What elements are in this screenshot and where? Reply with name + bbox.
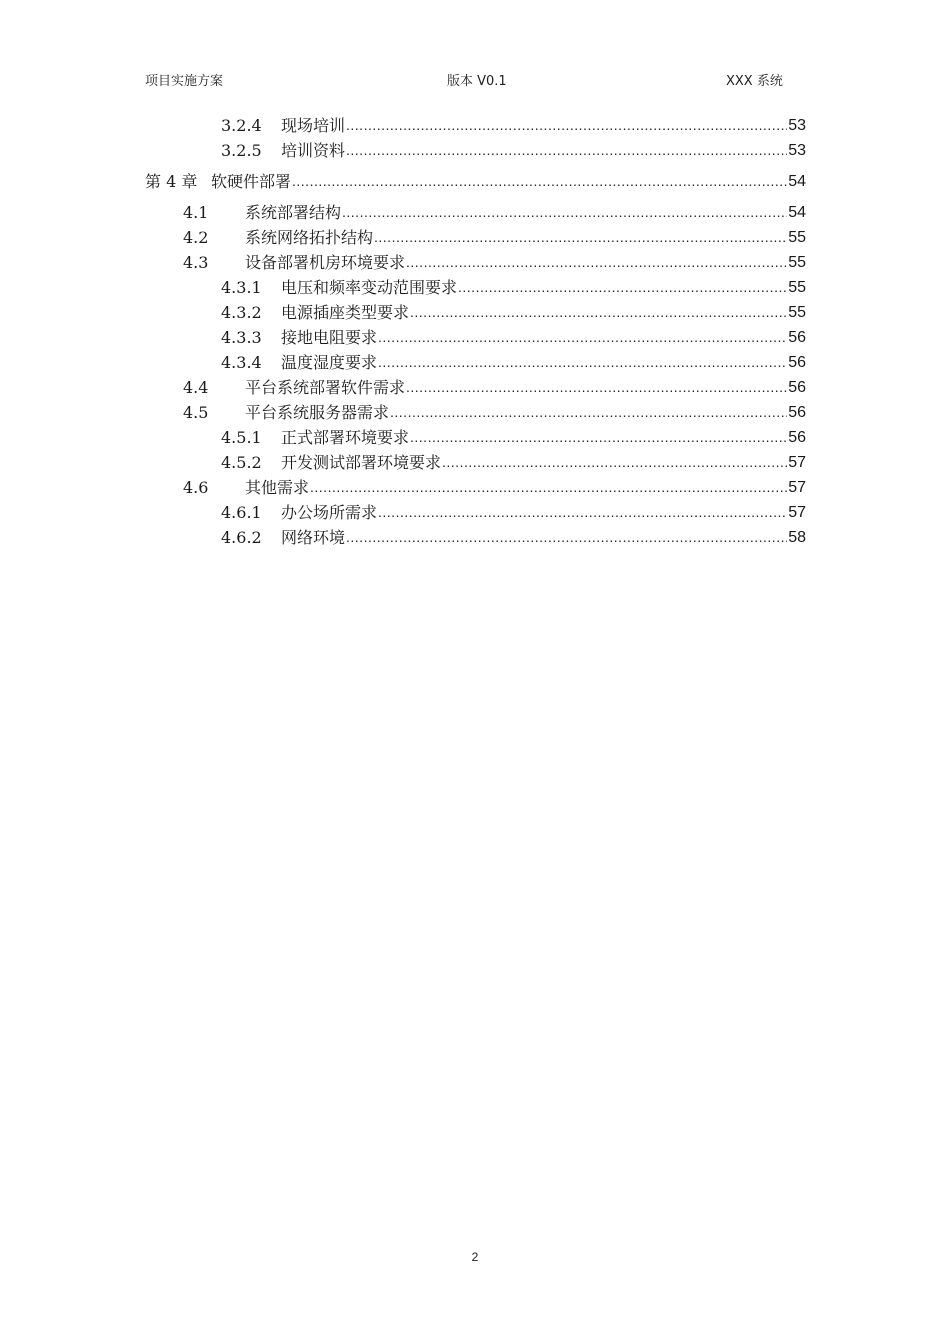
- toc-entry-number: 3.2.4: [221, 116, 262, 135]
- toc-entry-title: 电压和频率变动范围要求: [281, 278, 458, 297]
- toc-entry[interactable]: [145, 170, 806, 194]
- toc-entry[interactable]: [221, 139, 806, 163]
- toc-dot-leader: [390, 400, 787, 424]
- toc-entry-number: 4.3.4: [221, 353, 262, 372]
- toc-entry[interactable]: [221, 526, 806, 550]
- toc-entry-number: 4.6.1: [221, 503, 262, 522]
- toc-entry-page: 56: [788, 404, 806, 421]
- toc-entry-number: 4.5.2: [221, 453, 262, 472]
- toc-entry-number: 3.2.5: [221, 141, 262, 160]
- toc-entry-number: 4.3.3: [221, 328, 262, 347]
- toc-entry-page: 55: [788, 229, 806, 246]
- toc-dot-leader: [310, 475, 787, 499]
- toc-entry-title: 接地电阻要求: [281, 328, 378, 347]
- toc-dot-leader: [406, 250, 787, 274]
- toc-dot-leader: [378, 325, 787, 349]
- toc-entry-page: 56: [788, 429, 806, 446]
- toc-entry[interactable]: [221, 501, 806, 525]
- toc-dot-leader: [346, 525, 787, 549]
- toc-entry-title: 办公场所需求: [281, 503, 378, 522]
- toc-entry-number: 4.3.2: [221, 303, 262, 322]
- toc-entry-page: 54: [788, 173, 806, 190]
- header-system-name: XXX 系统: [726, 74, 783, 89]
- toc-entry-page: 56: [788, 329, 806, 346]
- header-document-title: 项目实施方案: [145, 74, 224, 89]
- toc-entry-page: 53: [788, 117, 806, 134]
- toc-entry[interactable]: [183, 201, 806, 225]
- toc-entry-page: 55: [788, 254, 806, 271]
- toc-entry[interactable]: [183, 376, 806, 400]
- toc-entry[interactable]: [183, 401, 806, 425]
- toc-entry-title: 正式部署环境要求: [281, 428, 410, 447]
- toc-entry-page: 56: [788, 354, 806, 371]
- toc-entry[interactable]: [221, 276, 806, 300]
- page-footer: [0, 1250, 950, 1264]
- toc-entry-title: 平台系统服务器需求: [245, 403, 390, 422]
- toc-dot-leader: [406, 375, 787, 399]
- toc-entry-page: 57: [788, 454, 806, 471]
- toc-dot-leader: [378, 350, 787, 374]
- toc-entry-page: 54: [788, 204, 806, 221]
- toc-entry-title: 系统网络拓扑结构: [245, 228, 374, 247]
- toc-entry-number: 4.4: [183, 378, 209, 397]
- toc-entry-number: 第 4 章: [145, 172, 198, 191]
- toc-dot-leader: [458, 275, 787, 299]
- toc-entry[interactable]: [221, 114, 806, 138]
- toc-entry-title: 软硬件部署: [211, 172, 292, 191]
- toc-entry-title: 现场培训: [281, 116, 346, 135]
- toc-dot-leader: [378, 500, 787, 524]
- toc-entry-title: 其他需求: [245, 478, 310, 497]
- toc-entry-page: 58: [788, 529, 806, 546]
- toc-entry-number: 4.5: [183, 403, 209, 422]
- toc-entry[interactable]: [221, 351, 806, 375]
- toc-entry[interactable]: [221, 301, 806, 325]
- toc-entry[interactable]: [221, 426, 806, 450]
- toc-entry-title: 设备部署机房环境要求: [245, 253, 406, 272]
- toc-entry[interactable]: [183, 476, 806, 500]
- page-number: 2: [471, 1250, 479, 1264]
- toc-entry-title: 平台系统部署软件需求: [245, 378, 406, 397]
- header-version: 版本 V0.1: [447, 74, 507, 89]
- toc-dot-leader: [410, 300, 787, 324]
- page-header: [0, 70, 950, 92]
- toc-entry-number: 4.3: [183, 253, 209, 272]
- toc-entry-number: 4.6: [183, 478, 209, 497]
- toc-dot-leader: [374, 225, 787, 249]
- toc-entry-page: 55: [788, 304, 806, 321]
- toc-entry-title: 培训资料: [281, 141, 346, 160]
- toc-entry[interactable]: [183, 251, 806, 275]
- toc-entry-number: 4.6.2: [221, 528, 262, 547]
- toc-dot-leader: [342, 200, 787, 224]
- toc-entry-number: 4.3.1: [221, 278, 262, 297]
- toc-entry-page: 53: [788, 142, 806, 159]
- toc-dot-leader: [346, 113, 787, 137]
- toc-entry-title: 温度湿度要求: [281, 353, 378, 372]
- toc-entry-page: 57: [788, 479, 806, 496]
- toc-entry-number: 4.5.1: [221, 428, 262, 447]
- toc-entry[interactable]: [221, 451, 806, 475]
- toc-dot-leader: [346, 138, 787, 162]
- toc-entry-title: 网络环境: [281, 528, 346, 547]
- toc-entry-page: 57: [788, 504, 806, 521]
- toc-entry-page: 56: [788, 379, 806, 396]
- toc-entry-number: 4.2: [183, 228, 209, 247]
- toc-dot-leader: [410, 425, 787, 449]
- toc-entry[interactable]: [221, 326, 806, 350]
- toc-entry-number: 4.1: [183, 203, 209, 222]
- toc-dot-leader: [292, 169, 787, 193]
- toc-entry[interactable]: [183, 226, 806, 250]
- toc-entry-page: 55: [788, 279, 806, 296]
- toc-entry-title: 开发测试部署环境要求: [281, 453, 442, 472]
- toc-entry-title: 电源插座类型要求: [281, 303, 410, 322]
- toc-dot-leader: [442, 450, 787, 474]
- toc-entry-title: 系统部署结构: [245, 203, 342, 222]
